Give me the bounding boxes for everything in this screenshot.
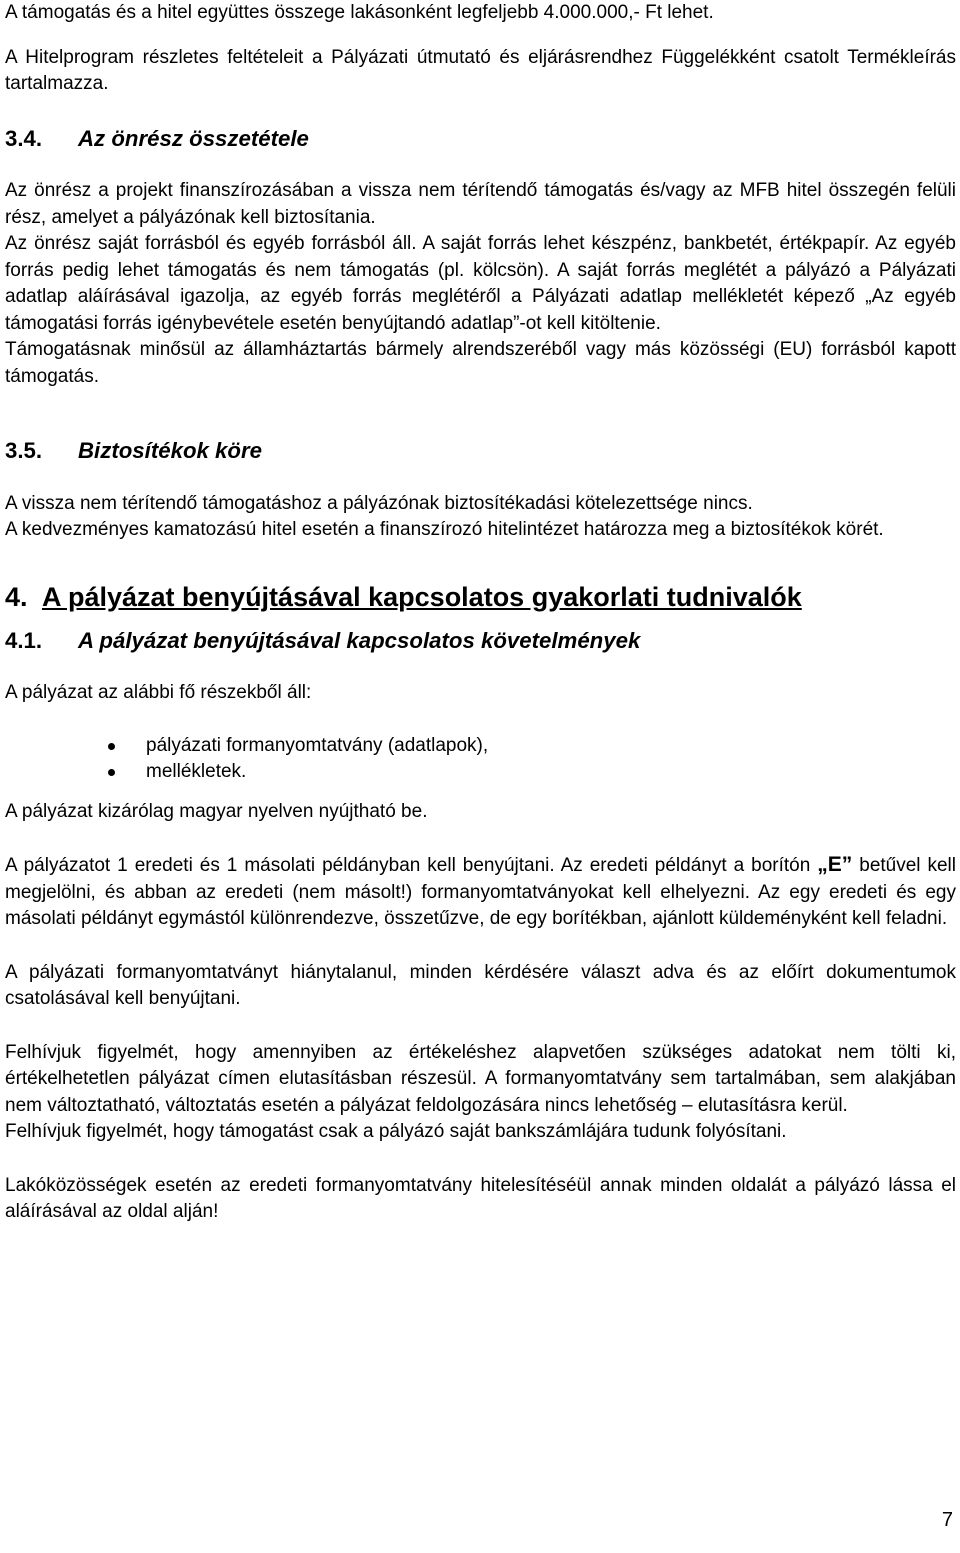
section-4-1-heading	[5, 628, 956, 655]
copies-paragraph	[5, 852, 956, 933]
section-4-1-number: 4.1.	[5, 627, 43, 653]
section-3-5-number: 3.5.	[5, 438, 43, 463]
copies-mark-e: „E”	[817, 853, 853, 876]
section-3-4-title: Az önrész összetétele	[78, 125, 309, 151]
attention-note-2: Felhívjuk figyelmét, hogy támogatást csak a pályázó saját bankszámlájára tudunk folyósítani.	[5, 1121, 787, 1142]
copies-text-b: betűvel kell megjelölni, és abban az eredeti (nem másolt!) formanyomtatványokat kell elhelyezni. Az egy eredeti és egy másolati példányt egymástól különrendezve, összetűzve, de egy borítékban, ajánlott küldeményként kell feladni.	[5, 855, 956, 929]
condo-note: Lakóközösségek esetén az eredeti formanyomtatvány hitelesítéséül annak minden oldalát a pályázó lássa el aláírásával az oldal alján!	[5, 1174, 956, 1222]
section-3-4-para-3: Támogatásnak minősül az államháztartás bármely alrendszeréből vagy más közösségi (EU) forrásból kapott támogatás.	[5, 339, 956, 387]
section-3-5-heading	[5, 438, 956, 465]
page-number: 7	[941, 1509, 953, 1531]
section-3-4-para-1: Az önrész a projekt finanszírozásában a vissza nem térítendő támogatás és/vagy az MFB hitel összegén felüli rész, amelyet a pályázónak kell biztosítania.	[5, 180, 956, 228]
section-4-title: A pályázat benyújtásával kapcsolatos gyakorlati tudnivalók	[42, 581, 802, 612]
intro-line-2: A Hitelprogram részletes feltételeit a Pályázati útmutató és eljárásrendhez Függelékként csatolt Termékleírás tartalmazza.	[5, 46, 956, 94]
list-item	[5, 759, 956, 786]
document-page	[5, 0, 956, 1226]
copies-text-a: A pályázatot 1 eredeti és 1 másolati példányban kell benyújtani. Az eredeti példányt a borítón	[5, 855, 818, 876]
parts-list	[5, 733, 956, 786]
intro-line-1: A támogatás és a hitel együttes összege lakásonként legfeljebb 4.000.000,- Ft lehet.	[5, 2, 714, 23]
section-3-5-para-2: A kedvezményes kamatozású hitel esetén a finanszírozó hitelintézet határozza meg a biztosítékok körét.	[5, 519, 884, 540]
list-item-text: pályázati formanyomtatvány (adatlapok),	[146, 734, 489, 756]
section-3-4-para-2: Az önrész saját forrásból és egyéb forrásból áll. A saját forrás lehet készpénz, bankbetét, értékpapír. Az egyéb forrás pedig lehet támogatás és nem támogatás (pl. kölcsön). A saját forrás meglétét a pályázó a Pályázati adatlap aláírásával igazolja, az egyéb forrás meglétéről a Pályázati adatlap mellékletét képező „Az egyéb támogatási forrás igénybevétele esetén benyújtandó adatlap”-ot kell kitöltenie.	[5, 233, 956, 334]
section-3-5-para-1: A vissza nem térítendő támogatáshoz a pályázónak biztosítékadási kötelezettsége nincs.	[5, 492, 753, 514]
section-3-4-number: 3.4.	[5, 125, 43, 151]
section-4-1-title: A pályázat benyújtásával kapcsolatos követelmények	[78, 627, 641, 653]
list-item-text: mellékletek.	[146, 761, 247, 782]
section-3-4-heading	[5, 126, 956, 153]
section-3-5-title: Biztosítékok köre	[78, 438, 262, 463]
bullet-icon	[108, 769, 115, 776]
section-4-heading	[5, 580, 956, 614]
language-note: A pályázat kizárólag magyar nyelven nyújtható be.	[5, 800, 428, 822]
section-4-number: 4.	[5, 581, 28, 612]
bullet-icon	[108, 743, 115, 750]
section-4-1-lead: A pályázat az alábbi fő részekből áll:	[5, 682, 312, 703]
form-complete-note: A pályázati formanyomtatványt hiánytalanul, minden kérdésére választ adva és az előírt dokumentumok csatolásával kell benyújtani.	[5, 961, 956, 1009]
list-item	[5, 733, 956, 760]
attention-note-1: Felhívjuk figyelmét, hogy amennyiben az értékeléshez alapvetően szükséges adatokat nem tölti ki, értékelhetetlen pályázat címen elutasításban részesül. A formanyomtatvány sem tartalmában, sem alakjában nem változtatható, változtatás esetén a pályázat feldolgozására nincs lehetőség – elutasításra kerül.	[5, 1041, 956, 1116]
